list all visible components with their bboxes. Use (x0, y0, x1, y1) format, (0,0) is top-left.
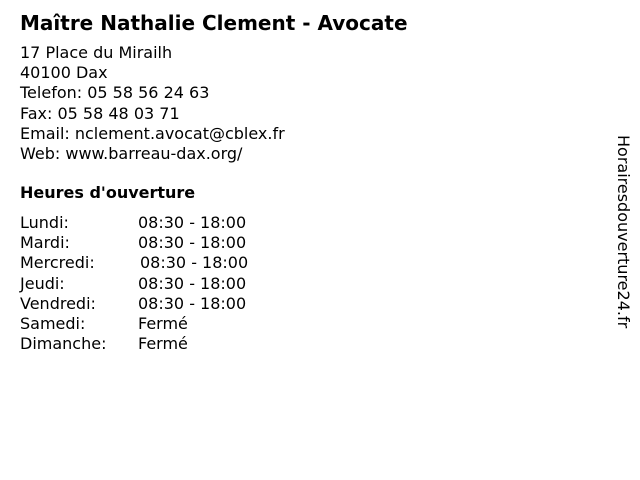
hours-value: Fermé (138, 334, 188, 354)
address-city: 40100 Dax (20, 63, 108, 83)
hours-value: 08:30 - 18:00 (140, 253, 249, 273)
contact-info (20, 43, 285, 164)
website: Web: www.barreau-dax.org/ (20, 144, 243, 164)
hours-heading: Heures d'ouverture (20, 183, 196, 202)
hours-value: 08:30 - 18:00 (138, 233, 247, 253)
day-label: Dimanche: (20, 334, 107, 354)
day-label: Samedi: (20, 313, 86, 333)
site-watermark: Horairesdouverture24.fr (614, 135, 633, 329)
address-street: 17 Place du Mirailh (20, 43, 173, 62)
fax-number: Fax: 05 58 48 03 71 (20, 103, 180, 123)
page-title: Maître Nathalie Clement - Avocate (20, 11, 408, 35)
hours-value: 08:30 - 18:00 (138, 213, 247, 232)
email-address: Email: nclement.avocat@cblex.fr (20, 123, 285, 143)
day-label: Vendredi: (20, 293, 96, 313)
day-label: Lundi: (20, 213, 69, 232)
hours-value: 08:30 - 18:00 (138, 293, 247, 313)
phone-number: Telefon: 05 58 56 24 63 (20, 83, 210, 103)
hours-value: Fermé (138, 313, 188, 333)
day-label: Jeudi: (20, 273, 65, 293)
day-label: Mercredi: (20, 253, 95, 273)
day-label: Mardi: (20, 233, 70, 253)
hours-value: 08:30 - 18:00 (138, 273, 247, 293)
